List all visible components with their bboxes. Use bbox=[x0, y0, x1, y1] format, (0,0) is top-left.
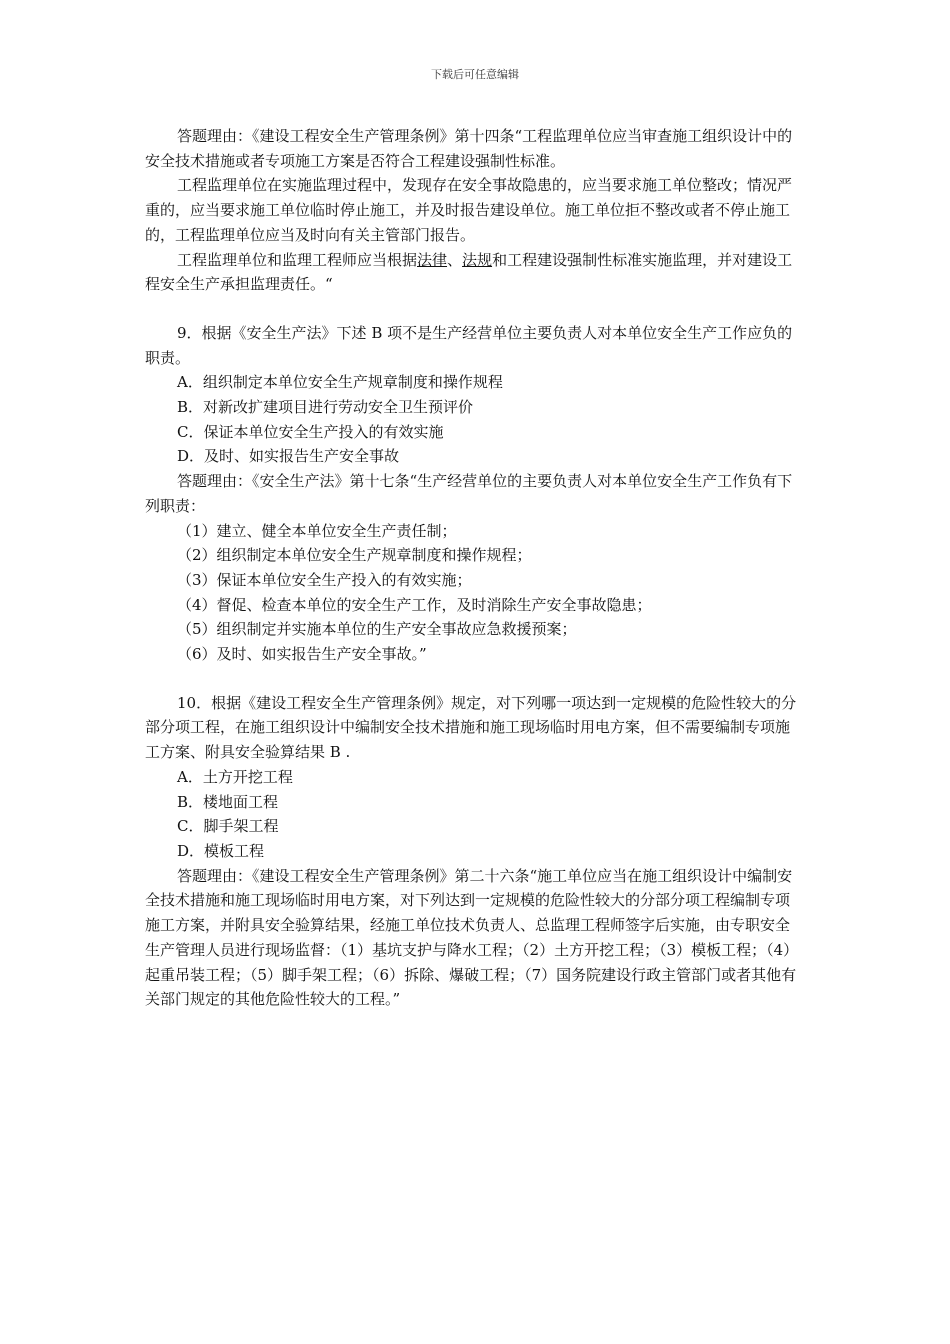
spacer bbox=[145, 297, 803, 321]
regulation-link[interactable]: 法规 bbox=[462, 250, 493, 269]
reason-text-b: 和工程建设强制性标准实施监理，并对建设工程安全生产承担监理责任。“ bbox=[145, 250, 793, 294]
q9-duty-6: （6）及时、如实报告生产安全事故。” bbox=[177, 645, 427, 664]
q9-option-a: A．组织制定本单位安全生产规章制度和操作规程 bbox=[177, 373, 503, 392]
q10-option-d: D．模板工程 bbox=[177, 841, 265, 860]
law-link[interactable]: 法律 bbox=[417, 250, 448, 269]
q10-reason: 答题理由：《建设工程安全生产管理条例》第二十六条“施工单位应当在施工组织设计中编制安全技术措施和施工现场临时用电方案，对下列达到一定规模的危险性较大的分部分项工程编制专项施工方案，并附具安全验算结果，经施工单位技术负责人、总监理工程师签字后实施，由专职安全生产管理人员进行现场监督：（1）基坑支护与降水工程；（2）土方开挖工程；（3）模板工程；（4）起重吊装工程；（5）脚手架工程；（6）拆除、爆破工程；（7）国务院建设行政主管部门或者其他有关部门规定的其他危险性较大的工程。” bbox=[145, 866, 799, 1009]
reason-paragraph-1: 答题理由：《建设工程安全生产管理条例》第十四条“工程监理单位应当审查施工组织设计中的安全技术措施或者专项施工方案是否符合工程建设强制性标准。 bbox=[145, 127, 793, 170]
q9-option-b: B．对新改扩建项目进行劳动安全卫生预评价 bbox=[177, 398, 474, 417]
q9-option-d: D．及时、如实报告生产安全事故 bbox=[177, 447, 400, 466]
page-header: 下载后可任意编辑 bbox=[431, 68, 519, 81]
q9-option-c: C．保证本单位安全生产投入的有效实施 bbox=[177, 422, 444, 441]
q10-option-a: A．土方开挖工程 bbox=[177, 767, 293, 786]
q10-option-b: B．楼地面工程 bbox=[177, 792, 279, 811]
q9-duty-4: （4）督促、检查本单位的安全生产工作，及时消除生产安全事故隐患； bbox=[177, 595, 652, 614]
reason-text-a: 工程监理单位和监理工程师应当根据 bbox=[177, 250, 418, 269]
spacer bbox=[145, 667, 803, 691]
q10-option-c: C．脚手架工程 bbox=[177, 817, 279, 836]
reason-paragraph-2: 工程监理单位在实施监理过程中，发现存在安全事故隐患的，应当要求施工单位整改；情况严重的，应当要求施工单位临时停止施工，并及时报告建设单位。施工单位拒不整改或者不停止施工的，工程监理单位应当及时向有关主管部门报告。 bbox=[145, 176, 793, 244]
question-9: 9．根据《安全生产法》下述 B 项不是生产经营单位主要负责人对本单位安全生产工作应负的职责。 bbox=[145, 323, 793, 367]
question-10: 10．根据《建设工程安全生产管理条例》规定，对下列哪一项达到一定规模的危险性较大的分部分项工程，在施工组织设计中编制安全技术措施和施工现场临时用电方案，但不需要编制专项施工方案、附具安全验算结果 B . bbox=[145, 693, 797, 762]
q9-reason: 答题理由：《安全生产法》第十七条“生产经营单位的主要负责人对本单位安全生产工作负有下列职责： bbox=[145, 472, 793, 515]
separator-text: 、 bbox=[447, 250, 463, 269]
q9-duty-3: （3）保证本单位安全生产投入的有效实施； bbox=[177, 570, 472, 589]
q9-duty-2: （2）组织制定本单位安全生产规章制度和操作规程； bbox=[177, 546, 532, 565]
reason-paragraph-3 bbox=[145, 248, 803, 297]
document-body bbox=[145, 124, 803, 1012]
q9-duty-5: （5）组织制定并实施本单位的生产安全事故应急救援预案； bbox=[177, 620, 577, 639]
q9-duty-1: （1）建立、健全本单位安全生产责任制； bbox=[177, 521, 457, 540]
